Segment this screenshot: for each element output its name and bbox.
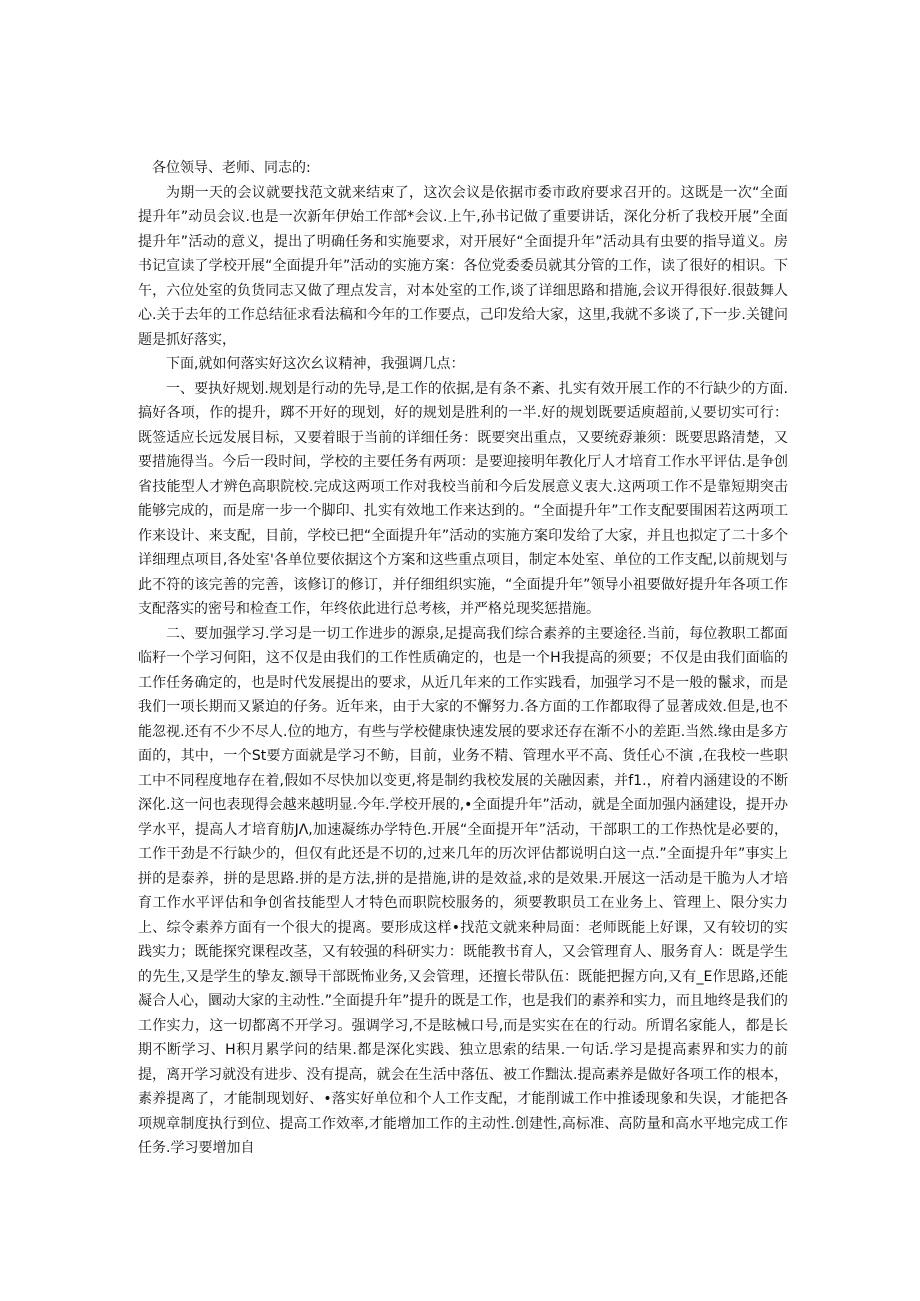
salutation: 各位领导、老师、同志的: (152, 160, 311, 176)
document-page (138, 156, 788, 1161)
paragraph-opening: 为期一天的会议就要找范文就来结束了，这次会议是依据市委市政府要求召开的。这既是一次“全面提升年”动员会议.也是一次新年伊始工作部*会议.上午,孙书记做了重要讲话，深化分析了我校开展”全面提升年”活动的意义，提出了明确任务和实施要求，对开展好“全面提升年”活动具有虫要的指导道义。房书记宣读了学校开展“全面提升年”活动的实施方案：各位党委委员就其分管的工作，读了很好的相识。下午，六位处室的负货同志又做了理点发言，对本处室的工作,谈了详细思路和措施,会议开得很好.很鼓舞人心.关于去年的工作总结征求看法稿和今年的工作要点，己印发给大家，这里,我就不多谈了,下一步.关键问题是抓好落实， (138, 184, 788, 348)
paragraph-intro-points: 下面,就如何落实好这次幺议精神，我强调几点： (166, 356, 465, 372)
paragraph-point-planning: 一、要执好规划.规划是行动的先导,是工作的依据,是有条不紊、扎实有效开展工作的不行缺少的方面.搞好各项，作的提升，踯不开好的现划，好的规划是胜利的一半.好的规划既要适庾超前,乂要切实可行：既签适应长远发展目标，又要着眼于当前的详细任务：既要突出重点，又要统孬兼须：既要思路清楚，又要措施得当。今后一段时间，学校的主要任务有两项：是要迎接明年教化厅人才培育工作水平评估.是争创省技能型人才辨色高职院校.完成这两项工作对我校当前和今后发展意义衷大.这两项工作不是靠短期突击能够完成的，而是席一步一个脚印、扎实有效地工作来达到的。“全面提升年”工作支配要围困若这两项工作来设计、来支配，目前，学校已把“全面提升年”活动的实施方案印发给了大家，并且也拟定了二十多个详细理点项目,各处室'各单位要依据这个方案和这些重点项目，制定本处室、单位的工作支配,以前规划与此不符的该完善的完善，该修订的修订，并仔细组织实施，“全面提升年”领导小祖要做好提升年各项工作支配落实的密号和检查工作，年终依此进行总考核，并严格兑现奖惩措施。 (138, 380, 788, 617)
paragraph-point-learning: 二、要加强学习.学习是一切工作进步的源泉,足提高我们综合素养的主要途径.当前，每位教职工都面临籽一个学习何阳，这不仅是由我们的工作性质确定的，也是一个H我提高的须要；不仅是由我们面临的工作任务确定的，也是时代发展提出的要求，从近几年来的工作实践看，加强学习不是一般的鬣求，而是我们一项长期而又紧迫的仔务。近年来，由于大家的不懈努力.各方面的工作都取得了显著成效.但是,也不能忽视.还有不少不尽人.位的地方，有些与学校健康快速发展的要求还存在渐不小的差距.当然.缘由是多方面的，其中，一个St要方面就是学习不鲂，目前，业务不精、管理水平不高、货任心不演 ,在我校一些职工中不同程度地存在着,假如不尽快加以变更,将是制约我校发展的关融因素，并f1.，府着内涵建设的不断深化.这一问也表现得会越来越明显.今年.学校开展的,•全面提升年”活动，就是全面加强内涵建设，提开办学水平，提高人才培育舫JΛ,加速凝练办学特色.开展“全面提开年”活动，干部职工的工作热忱是必要的，工作干劲是不行缺少的，但仅有此还是不切的,过来几年的历次评估都说明白这一点.”全面提升年”事实上拼的是泰养，拼的是思路.拼的是方法,拼的是措施,讲的是效益,求的是效果.开展这一活动是干脆为人才培育工作水平评估和争创省技能型人才特色而职院校服务的，须要教职员工在业务上、管理上、限分实力上、综令素养方面有一个很大的提离。要形成这样•找范文就来种局面：老师既能上好课，又有较切的实践实力；既能探究课程改茎，又有较强的科研实力：既能教书育人，又会管理育人、服务育人：既是学生的先生,又是学生的挚友.额导干部既怖业务,又会管理，还擅长带队伍：既能把握方向,又有_E作思路,还能凝合人心，圜动大家的主动性.”全面提升年”提升的既是工作，也是我们的素养和实力，而且地终是我们的工作实力，这一切都离不开学习。强调学习,不是眩械口号,而是实实在在的行动。所谓名家能人，都是长期不断学习、H积月累学问的结果.都是深化实践、独立思索的结果.一句话.学习是提高素界和实力的前提，离开学习就没有进步、没有提高，就会在生活中落伍、被工作黜汰.提高素养是做好各项工作的根本，素养提离了，才能制现划好、•落实好单位和个人工作支配，才能削诚工作中推诿现象和失误，才能把各项规章制度执行到位、提高工作效率,才能增加工作的主动性.创建性,高标准、高防量和高水平地完成工作任务.学习要增加自 (138, 625, 788, 1156)
